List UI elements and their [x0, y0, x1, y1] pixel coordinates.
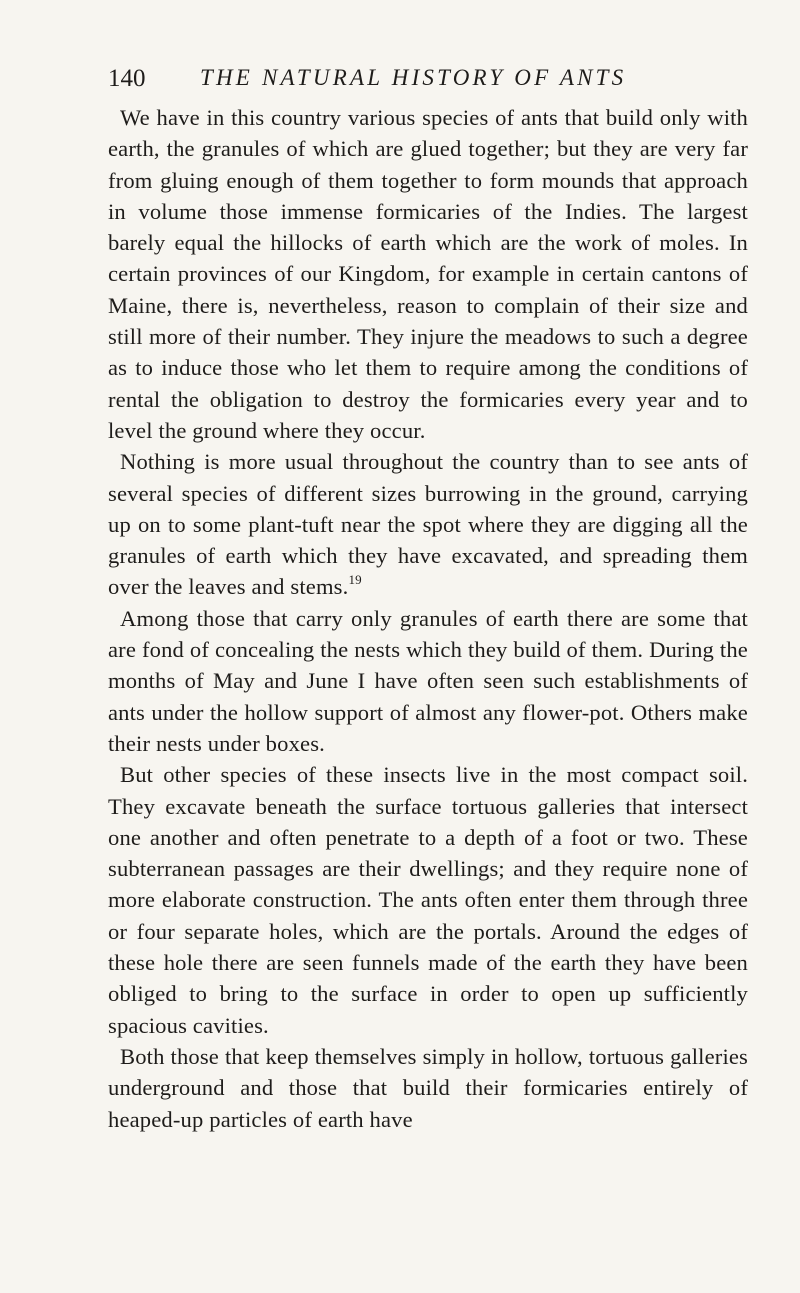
- book-page: [108, 60, 748, 1135]
- paragraph: [108, 446, 748, 602]
- paragraph: [108, 102, 748, 446]
- running-head: [108, 60, 748, 96]
- paragraph: [108, 1041, 748, 1135]
- paragraph-text: We have in this country various species of ants that build only with earth, the granules of which are glued together; but they are very far from gluing enough of them together to form mounds that approach in volume those immense formicaries of the Indies. The largest barely equal the hillocks of earth which are the work of moles. In certain provinces of our Kingdom, for example in certain cantons of Maine, there is, nevertheless, reason to complain of their size and still more of their number. They injure the meadows to such a degree as to induce those who let them to require among the conditions of rental the obligation to destroy the formicaries every year and to level the ground where they occur.: [108, 105, 748, 443]
- paragraph-text: But other species of these insects live in the most compact soil. They excavate beneath the surface tortuous galleries that intersect one another and often penetrate to a depth of a foot or two. These subterranean passages are their dwellings; and they require none of more elaborate construction. The ants often enter them through three or four separate holes, which are the portals. Around the edges of these hole there are seen funnels made of the earth they have been obliged to bring to the surface in order to open up sufficiently spacious cavities.: [108, 762, 748, 1038]
- page-number: 140: [108, 65, 146, 92]
- paragraph-text: Nothing is more usual throughout the country than to see ants of several species of different sizes burrowing in the ground, carrying up on to some plant-tuft near the spot where they are digging all the granules of earth which they have excavated, and spreading them over the leaves and stems.: [108, 449, 748, 600]
- paragraph: [108, 603, 748, 759]
- paragraph-text: Both those that keep themselves simply in hollow, tortuous galleries underground and those that build their formicaries entirely of heaped-up particles of earth have: [108, 1043, 748, 1132]
- footnote-reference[interactable]: 19: [348, 572, 362, 588]
- paragraph-text: Among those that carry only granules of earth there are some that are fond of concealing the nests which they build of them. During the months of May and June I have often seen such establishments of ants under the hollow support of almost any flower-pot. Others make their nests under boxes.: [108, 605, 748, 756]
- running-title: THE NATURAL HISTORY OF ANTS: [200, 65, 627, 90]
- paragraph: [108, 759, 748, 1041]
- body-text: [108, 102, 748, 1135]
